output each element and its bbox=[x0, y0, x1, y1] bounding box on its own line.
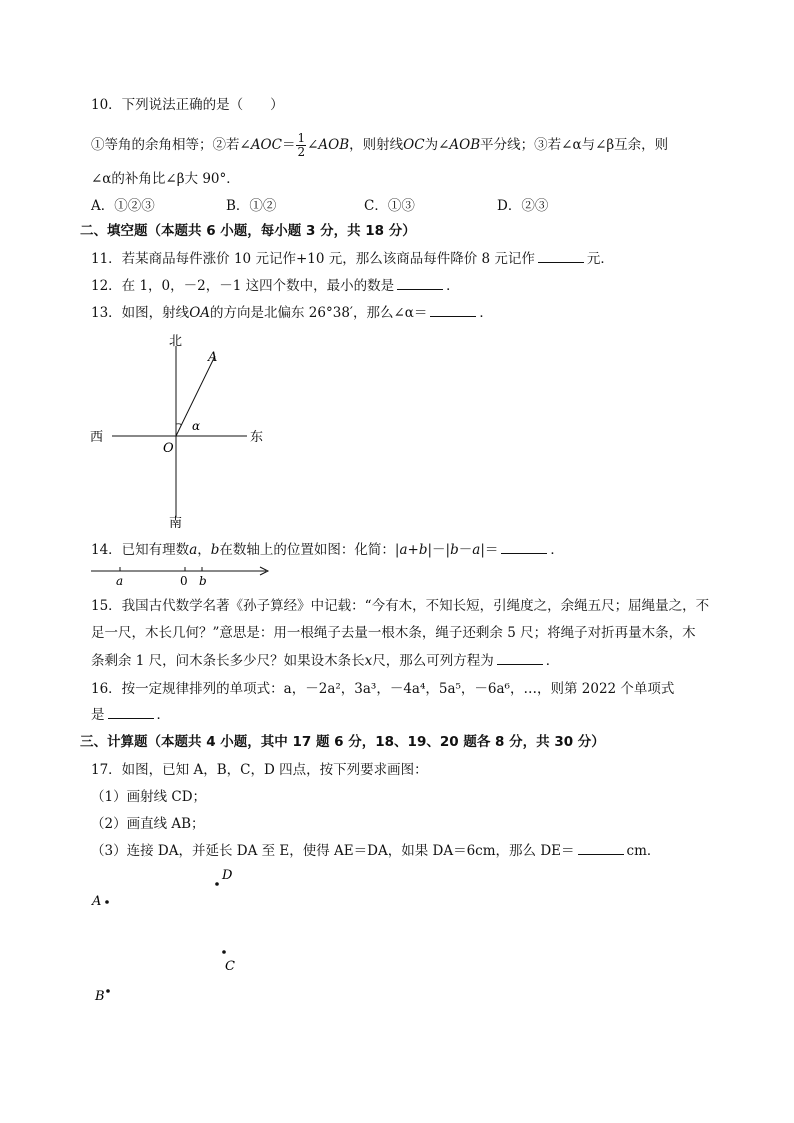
fraction-half: $\frac{1}{2}$ bbox=[297, 131, 306, 159]
label-south: 南 bbox=[169, 516, 183, 531]
q10-option-d: D．②③ bbox=[497, 198, 549, 214]
q17-step2: （2）画直线 AB； bbox=[91, 816, 205, 832]
q13: 13．如图，射线OA的方向是北偏东 26°38′，那么∠α＝ ． bbox=[91, 305, 493, 321]
label-west: 西 bbox=[90, 430, 104, 445]
q10-option-c: C．①③ bbox=[364, 198, 415, 214]
section3-title: 三、计算题（本题共 4 小题，其中 17 题 6 分，18、19、20 题各 8 分，共 30 分） bbox=[80, 734, 605, 750]
section2-title: 二、填空题（本题共 6 小题，每小题 3 分，共 18 分） bbox=[80, 223, 416, 239]
label-a: A bbox=[92, 894, 102, 909]
numline-label-zero: 0 bbox=[180, 574, 188, 588]
point-a bbox=[105, 900, 109, 904]
q16-line2: 是 ． bbox=[91, 707, 170, 723]
answer-blank[interactable] bbox=[501, 541, 547, 554]
q17-step1: （1）画射线 CD； bbox=[91, 789, 207, 805]
q15-line2: 足一尺，木长几何？”意思是：用一根绳子去量一根木条，绳子还剩余 5 尺；将绳子对折再量木条，木 bbox=[91, 625, 696, 641]
q14: 14．已知有理数a，b在数轴上的位置如图：化简：|a+b|－|b－a|＝ ． bbox=[91, 542, 564, 558]
numline-label-a: a bbox=[116, 574, 124, 588]
label-origin: O bbox=[163, 441, 174, 456]
q11: 11．若某商品每件涨价 10 元记作+10 元，那么该商品每件降价 8 元记作 元． bbox=[91, 251, 614, 267]
label-north: 北 bbox=[169, 334, 183, 349]
point-d bbox=[215, 882, 219, 886]
q10-stem: 10．下列说法正确的是（ ） bbox=[91, 97, 284, 113]
label-c: C bbox=[225, 959, 235, 974]
q17-stem: 17．如图，已知 A，B，C，D 四点，按下列要求画图： bbox=[91, 762, 428, 778]
label-alpha: α bbox=[192, 419, 201, 433]
answer-blank[interactable] bbox=[497, 652, 543, 665]
point-b bbox=[106, 989, 110, 993]
angle-arc bbox=[176, 424, 181, 426]
q12: 12．在 1，0，－2，－1 这四个数中，最小的数是 ． bbox=[91, 278, 460, 294]
answer-blank[interactable] bbox=[578, 842, 624, 855]
label-b: B bbox=[95, 989, 105, 1004]
q17-step3: （3）连接 DA，并延长 DA 至 E，使得 AE＝DA，如果 DA＝6cm，那么 DE＝ cm． bbox=[91, 843, 661, 859]
q16-line1: 16．按一定规律排列的单项式：a，－2a²，3a³，－4a⁴，5a⁵，－6a⁶，…，则第 2022 个单项式 bbox=[91, 681, 675, 697]
q10-line2: ∠α的补角比∠β大 90°． bbox=[91, 171, 240, 187]
q15-line3: 条剩余 1 尺，问木条长多少尺？如果设木条长x尺，那么可列方程为 ． bbox=[91, 653, 560, 669]
numline-label-b: b bbox=[199, 574, 207, 588]
point-c bbox=[222, 950, 226, 954]
answer-blank[interactable] bbox=[108, 706, 154, 719]
q10-option-a: A．①②③ bbox=[91, 198, 155, 214]
q10-option-b: B．①② bbox=[226, 198, 277, 214]
q15-line1: 15．我国古代数学名著《孙子算经》中记载：“今有木，不知长短，引绳度之，余绳五尺；屈绳量之，不 bbox=[91, 598, 710, 614]
q10-line1: ①等角的余角相等；②若∠AOC＝ $\frac{1}{2}$ ∠AOB，则射线OC为∠AOB平分线；③若∠α与∠β互余，则 bbox=[91, 131, 669, 159]
label-east: 东 bbox=[250, 430, 264, 445]
label-point-a: A bbox=[208, 350, 218, 365]
label-d: D bbox=[222, 868, 233, 883]
